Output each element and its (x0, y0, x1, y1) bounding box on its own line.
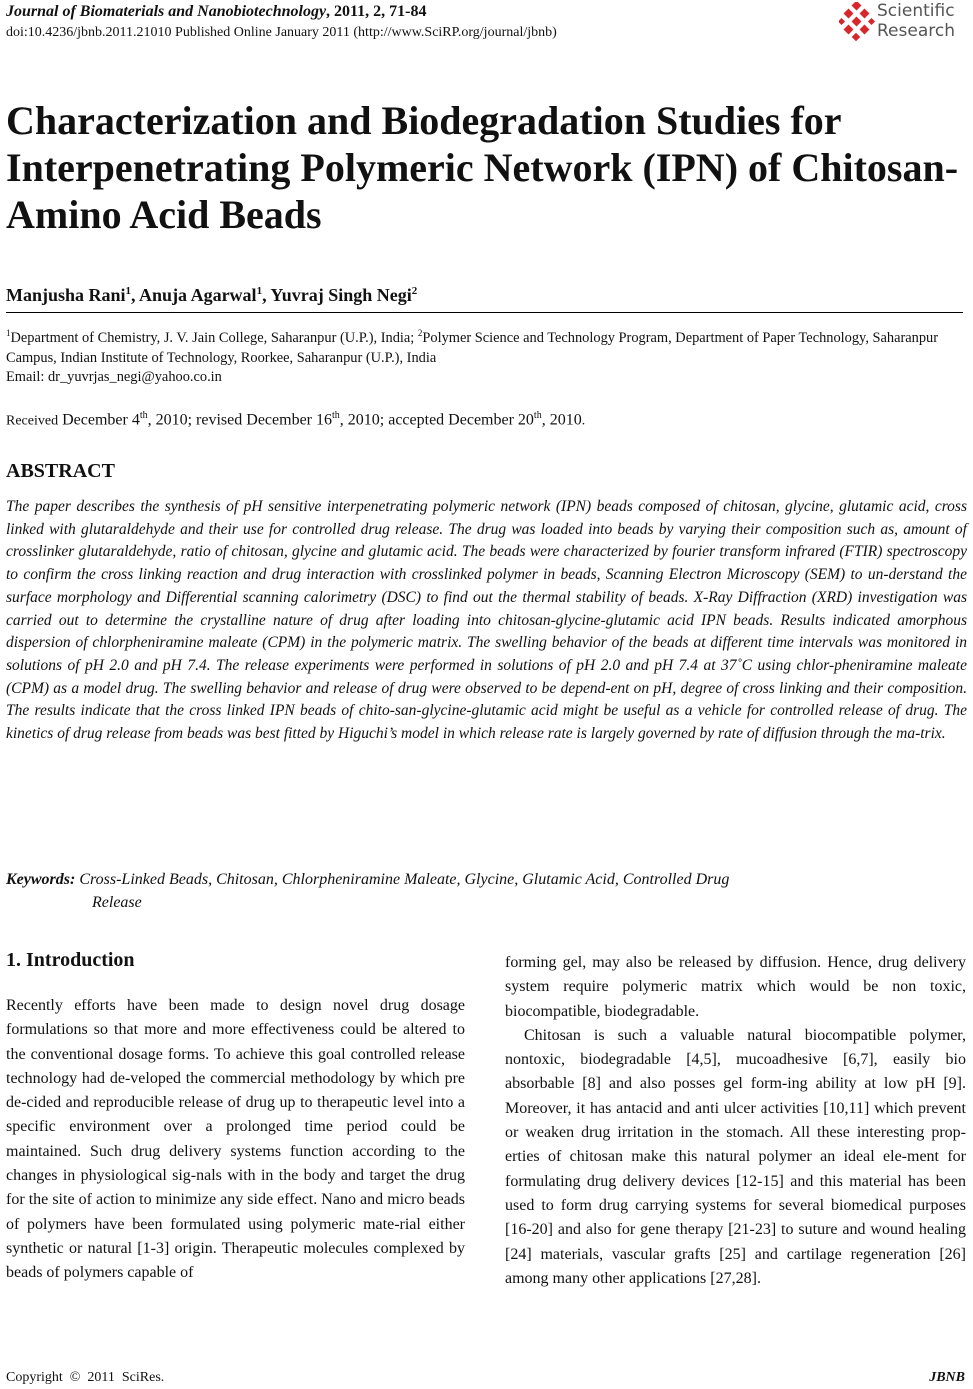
revised-date: , 2010; revised December 16 (147, 411, 332, 429)
logo-word-research: Research (877, 21, 955, 41)
author-affil-sup: 1 (125, 285, 132, 297)
author-name: Anuja Agarwal (139, 285, 257, 305)
intro-paragraph: forming gel, may also be released by diffusion. Hence, drug delivery system require polymeric matrix which would be non toxic, biocompatible, biodegradable. (505, 954, 966, 1020)
article-title: Characterization and Biodegradation Studies for Interpenetrating Polymeric Network (IPN) of Chitosan-Amino Acid Beads (6, 98, 959, 237)
author-name: Manjusha Rani (6, 285, 126, 305)
intro-left-column: Recently efforts have been made to design novel drug dosage formulations so that more and more effectiveness could be altered to the conventional dosage forms. To achieve this goal controlled release technology had de-veloped the commercial methodology by which pre de-cided and reproducible release of drug up to therapeutic level into a specific environment over a prolonged time period could be maintained. Such drug delivery systems function according to the changes in physiological sig-nals with in the body and target the drug for the site of action to minimize any side effect. Nano and micro beads of polymers have been formulated using polymeric mate-rial either synthetic or natural [1-3] origin. Therapeutic molecules complexed by beads of polymers capable of (6, 997, 465, 1282)
abstract-heading: ABSTRACT (6, 460, 115, 482)
keywords-label: Keywords: (6, 871, 76, 888)
journal-volume: , 2011, 2, 71-84 (326, 3, 427, 20)
accepted-year: , 2010 (541, 411, 582, 429)
affiliations (6, 323, 968, 368)
affil-sup: 2 (417, 328, 423, 338)
scientific-research-logo (837, 0, 967, 44)
author-separator: , (262, 285, 271, 305)
footer-copyright: Copyright © 2011 SciRes. (6, 1370, 165, 1385)
contact-email[interactable]: Email: dr_yuvrjas_negi@yahoo.co.in (6, 369, 222, 385)
footer-journal-abbr: JBNB (929, 1370, 965, 1385)
received-dates (6, 404, 585, 433)
affiliation-2: Polymer Science and Technology Program, Department of Paper Technology, Saharanpur Campus, Indian Institute of Technology, Roorkee, Saharanpur (U.P.), India (6, 329, 939, 366)
ordinal-sup: th (332, 410, 340, 421)
author-affil-sup: 2 (411, 285, 418, 297)
intro-paragraph: Chitosan is such a valuable natural biocompatible polymer, nontoxic, biodegradable [4,5], mucoadhesive [6,7], easily bio absorbable [8] and also posses gel form-ing ability at low pH [9]. Moreover, it has antacid and anti ulcer activities [10,11] which prevent or weaken drug irritation in the stomach. All these interesting prop-erties of chitosan make this natural polymer an ideal ele-ment for formulating drug delivery devices [12-15] and this material has been used to form drug carrying systems for several biomedical purposes [16-20] and also for gene therapy [21-23] to suture and wound healing [24] materials, vascular grafts [25] and cartilage regeneration [26] among many other applications [27,28]. (505, 1026, 966, 1287)
journal-name: Journal of Biomaterials and Nanobiotechnology (6, 3, 327, 20)
doi-line[interactable]: doi:10.4236/jbnb.2011.21010 Published Online January 2011 (http://www.SciRP.org/journal/jbnb) (6, 25, 557, 40)
affiliation-1: Department of Chemistry, J. V. Jain College, Saharanpur (U.P.), India; (10, 329, 418, 346)
keywords-text-continued: Release (92, 894, 142, 911)
keywords-text: Cross-Linked Beads, Chitosan, Chlorpheniramine Maleate, Glycine, Glutamic Acid, Controlled Drug (79, 871, 730, 888)
ordinal-sup: th (533, 410, 542, 421)
keywords (6, 868, 968, 914)
author-affil-sup: 1 (256, 285, 263, 297)
journal-citation (6, 2, 427, 22)
author-name: Yuvraj Singh Negi (270, 285, 412, 305)
ordinal-sup: th (139, 410, 148, 421)
logo-word-scientific: Scientific (877, 1, 955, 21)
header-divider (6, 312, 963, 313)
accepted-date: , 2010; accepted December 20 (339, 411, 534, 429)
abstract-text: The paper describes the synthesis of pH sensitive interpenetrating polymeric network (IPN) beads composed of chitosan, glycine, glutamic acid, cross linked with glutaraldehyde and their use for controlled drug release. The drug was loaded into beads by varying their composition such as, amount of crosslinker glutaraldehyde, ratio of chitosan, glycine and glutamic acid. The beads were characterized by fourier transform infrared (FTIR) spectroscopy to confirm the cross linking reaction and drug interaction with crosslinked polymer in beads, Scanning Electron Microscopy (SEM) to un-derstand the surface morphology and Differential scanning calorimetry (DSC) to find out the thermal stability of beads. X-Ray Diffraction (XRD) investigation was carried out to determine the crystalline nature of drug after loading into chitosan-glycine-glutamic acid IPN beads. Results indicated amorphous dispersion of chlorpheniramine maleate (CPM) in the polymeric matrix. The swelling behavior of the beads at different time intervals was monitored in solutions of pH 2.0 and pH 7.4. The release experiments were performed in solutions of pH 2.0 and pH 7.4 at 37˚C using chlor-pheniramine maleate (CPM) as a model drug. The swelling behavior and release of drug were observed to be depend-ent on pH, degree of cross linking and their composition. The results indicate that the cross linked IPN beads of chito-san-glycine-glutamic acid might be useful as a vehicle for controlled release of drug. The kinetics of drug release from beads was best fitted by Higuchi’s model in which release rate is largely governed by rate of diffusion through the ma-trix. (6, 498, 967, 743)
section-heading-introduction: 1. Introduction (6, 949, 135, 971)
intro-right-column (505, 951, 966, 1291)
received-label: Received (6, 413, 59, 429)
author-list (6, 279, 417, 307)
logo-mark-icon (839, 2, 875, 42)
received-date: December 4 (58, 411, 140, 429)
affil-sup: 1 (6, 328, 11, 338)
received-end: . (581, 413, 586, 429)
author-separator: , (131, 285, 140, 305)
